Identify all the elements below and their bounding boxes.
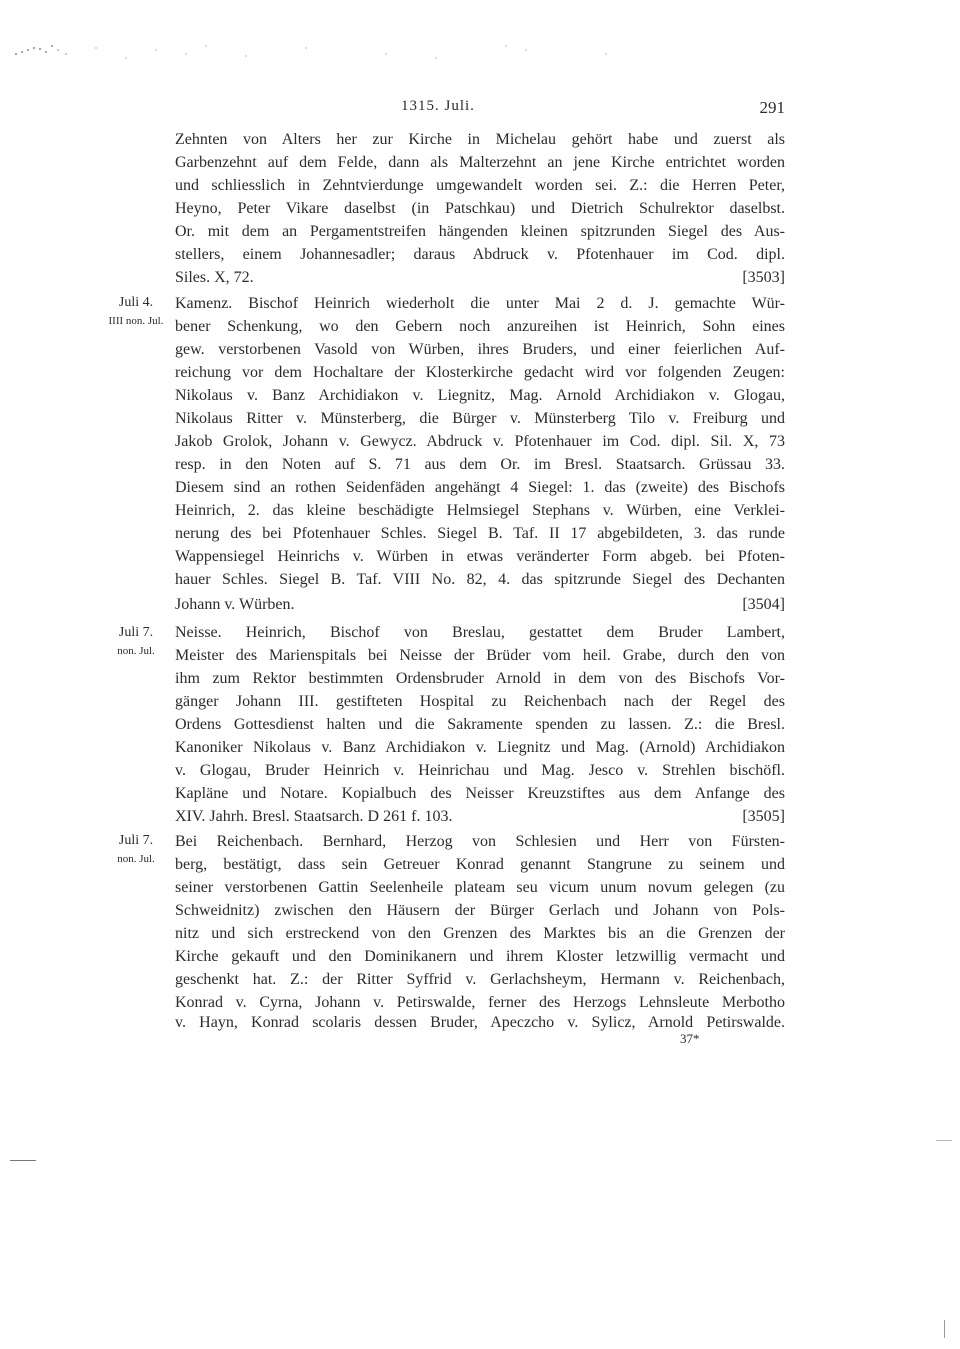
text-line: hauer Schles. Siegel B. Taf. VIII No. 82, 4. das spitzrunde Siegel des Dechanten: [175, 571, 785, 588]
margin-roman-date: non. Jul.: [117, 853, 155, 865]
text-line: Meister des Marienspitals bei Neisse der Brüder vom heil. Grabe, durch den von: [175, 647, 785, 664]
text-line: Schweidnitz) zwischen den Häusern der Bürger Gerlach und Johann von Pols-: [175, 902, 785, 919]
text-line: Bei Reichenbach. Bernhard, Herzog von Schlesien und Herr von Fürsten-: [175, 833, 785, 850]
text-line: Garbenzehnt auf dem Felde, dann als Malterzehnt an jene Kirche entrichtet worden: [175, 154, 785, 171]
text-line: stellers, einem Johannesadler; daraus Abdruck v. Pfotenhauer im Cod. dipl.: [175, 246, 785, 263]
text-line: seiner verstorbenen Gattin Seelenheile plateam seu vicum unum novum gelegen (zu: [175, 879, 785, 896]
scan-edge-mark: [936, 1140, 952, 1141]
scan-edge-mark: [944, 1320, 945, 1338]
scan-artifact-noise: [6, 40, 626, 70]
text-line: v. Hayn, Konrad scolaris dessen Bruder, Apeczcho v. Sylicz, Arnold Petirswalde.: [175, 1014, 785, 1031]
text-line: XIV. Jahrh. Bresl. Staatsarch. D 261 f. 103.: [175, 808, 453, 825]
text-line: ihm zum Rektor bestimmten Ordensbruder Arnold in dem von des Bischofs Vor-: [175, 670, 785, 687]
text-line: Kirche gekauft und den Dominikanern und ihrem Kloster letzwillig vermacht und: [175, 948, 785, 965]
text-line: Kanoniker Nikolaus v. Banz Archidiakon v. Liegnitz und Mag. (Arnold) Archidiakon: [175, 739, 785, 756]
text-line: Neisse. Heinrich, Bischof von Breslau, gestattet dem Bruder Lambert,: [175, 624, 785, 641]
text-line: gänger Johann III. gestifteten Hospital zu Reichenbach nach der Regel des: [175, 693, 785, 710]
scan-edge-mark: [10, 1160, 36, 1161]
text-line: Diesem sind an rothen Seidenfäden angehängt 4 Siegel: 1. das (zweite) des Bischofs: [175, 479, 785, 496]
text-line-with-entry-number: [175, 266, 785, 289]
text-line: Jakob Grolok, Johann v. Gewycz. Abdruck v. Pfotenhauer im Cod. dipl. Sil. X, 73: [175, 433, 785, 450]
text-line: nerung des bei Pfotenhauer Schles. Siegel B. Taf. II 17 abgebildeten, 3. das runde: [175, 525, 785, 542]
entry-number: [3503]: [742, 269, 785, 286]
text-line: resp. in den Noten auf S. 71 aus dem Or. im Bresl. Staatsarch. Grüssau 33.: [175, 456, 785, 473]
margin-date: Juli 7.: [118, 625, 154, 640]
text-line-with-entry-number: [175, 593, 785, 616]
margin-date-note: [100, 624, 172, 660]
margin-roman-date: non. Jul.: [117, 645, 155, 657]
text-line: Siles. X, 72.: [175, 269, 254, 286]
sheet-signature: 37*: [680, 1031, 700, 1046]
text-line: Kamenz. Bischof Heinrich wiederholt die unter Mai 2 d. J. gemachte Wür-: [175, 295, 785, 312]
entry-number: [3505]: [742, 808, 785, 825]
text-line: Heyno, Peter Vikare daselbst (in Patschkau) und Dietrich Schulrektor daselbst.: [175, 200, 785, 217]
running-head: 1315. Juli.: [401, 98, 475, 114]
text-line: Konrad v. Cyrna, Johann v. Petirswalde, ferner des Herzogs Lehnsleute Merbotho: [175, 994, 785, 1011]
text-line: berg, bestätigt, dass sein Getreuer Konrad genannt Stangrune zu seinem und: [175, 856, 785, 873]
text-line: nitz und sich erstreckend von den Grenzen des Marktes bis an die Grenzen der: [175, 925, 785, 942]
margin-date: Juli 4.: [118, 295, 154, 310]
margin-date-note: [100, 832, 172, 868]
text-line: reichung vor dem Hochaltare der Klosterkirche gedacht wird vor folgenden Zeugen:: [175, 364, 785, 381]
text-line: Ordens Gottesdienst halten und die Sakramente spenden zu lassen. Z.: die Bresl.: [175, 716, 785, 733]
text-line: Or. mit dem an Pergamentstreifen hängenden kleinen spitzrunden Siegel des Aus-: [175, 223, 785, 240]
text-line: Heinrich, 2. das kleine beschädigte Helmsiegel Stephans v. Würben, eine Verklei-: [175, 502, 785, 519]
text-line: bener Schenkung, wo den Gebern noch anzureihen ist Heinrich, Sohn eines: [175, 318, 785, 335]
text-line-with-entry-number: [175, 805, 785, 828]
text-line: Kapläne und Notare. Kopialbuch des Neisser Kreuzstiftes aus dem Anfange des: [175, 785, 785, 802]
text-line: Johann v. Würben.: [175, 596, 295, 613]
text-line: v. Glogau, Bruder Heinrich v. Heinrichau und Mag. Jesco v. Strehlen bischöfl.: [175, 762, 785, 779]
text-line: und schliesslich in Zehntvierdunge umgewandelt worden sei. Z.: die Herren Peter,: [175, 177, 785, 194]
page-number: 291: [759, 98, 785, 117]
text-line: Zehnten von Alters her zur Kirche in Michelau gehört habe und zuerst als: [175, 131, 785, 148]
text-line: geschenkt hat. Z.: der Ritter Syffrid v. Gerlachsheym, Hermann v. Reichenbach,: [175, 971, 785, 988]
page-header: [175, 98, 785, 122]
margin-roman-date: IIII non. Jul.: [108, 315, 164, 327]
margin-date-note: [100, 294, 172, 330]
text-line: Nikolaus Ritter v. Münsterberg, die Bürger v. Münsterberg Tilo v. Freiburg und: [175, 410, 785, 427]
margin-date: Juli 7.: [118, 833, 154, 848]
text-line: Nikolaus v. Banz Archidiakon v. Liegnitz, Mag. Arnold Archidiakon v. Glogau,: [175, 387, 785, 404]
text-line: gew. verstorbenen Vasold von Würben, ihres Bruders, und einer feierlichen Auf-: [175, 341, 785, 358]
text-line: Wappensiegel Heinrichs v. Würben in etwas veränderter Form abgeb. bei Pfoten-: [175, 548, 785, 565]
entry-number: [3504]: [742, 596, 785, 613]
